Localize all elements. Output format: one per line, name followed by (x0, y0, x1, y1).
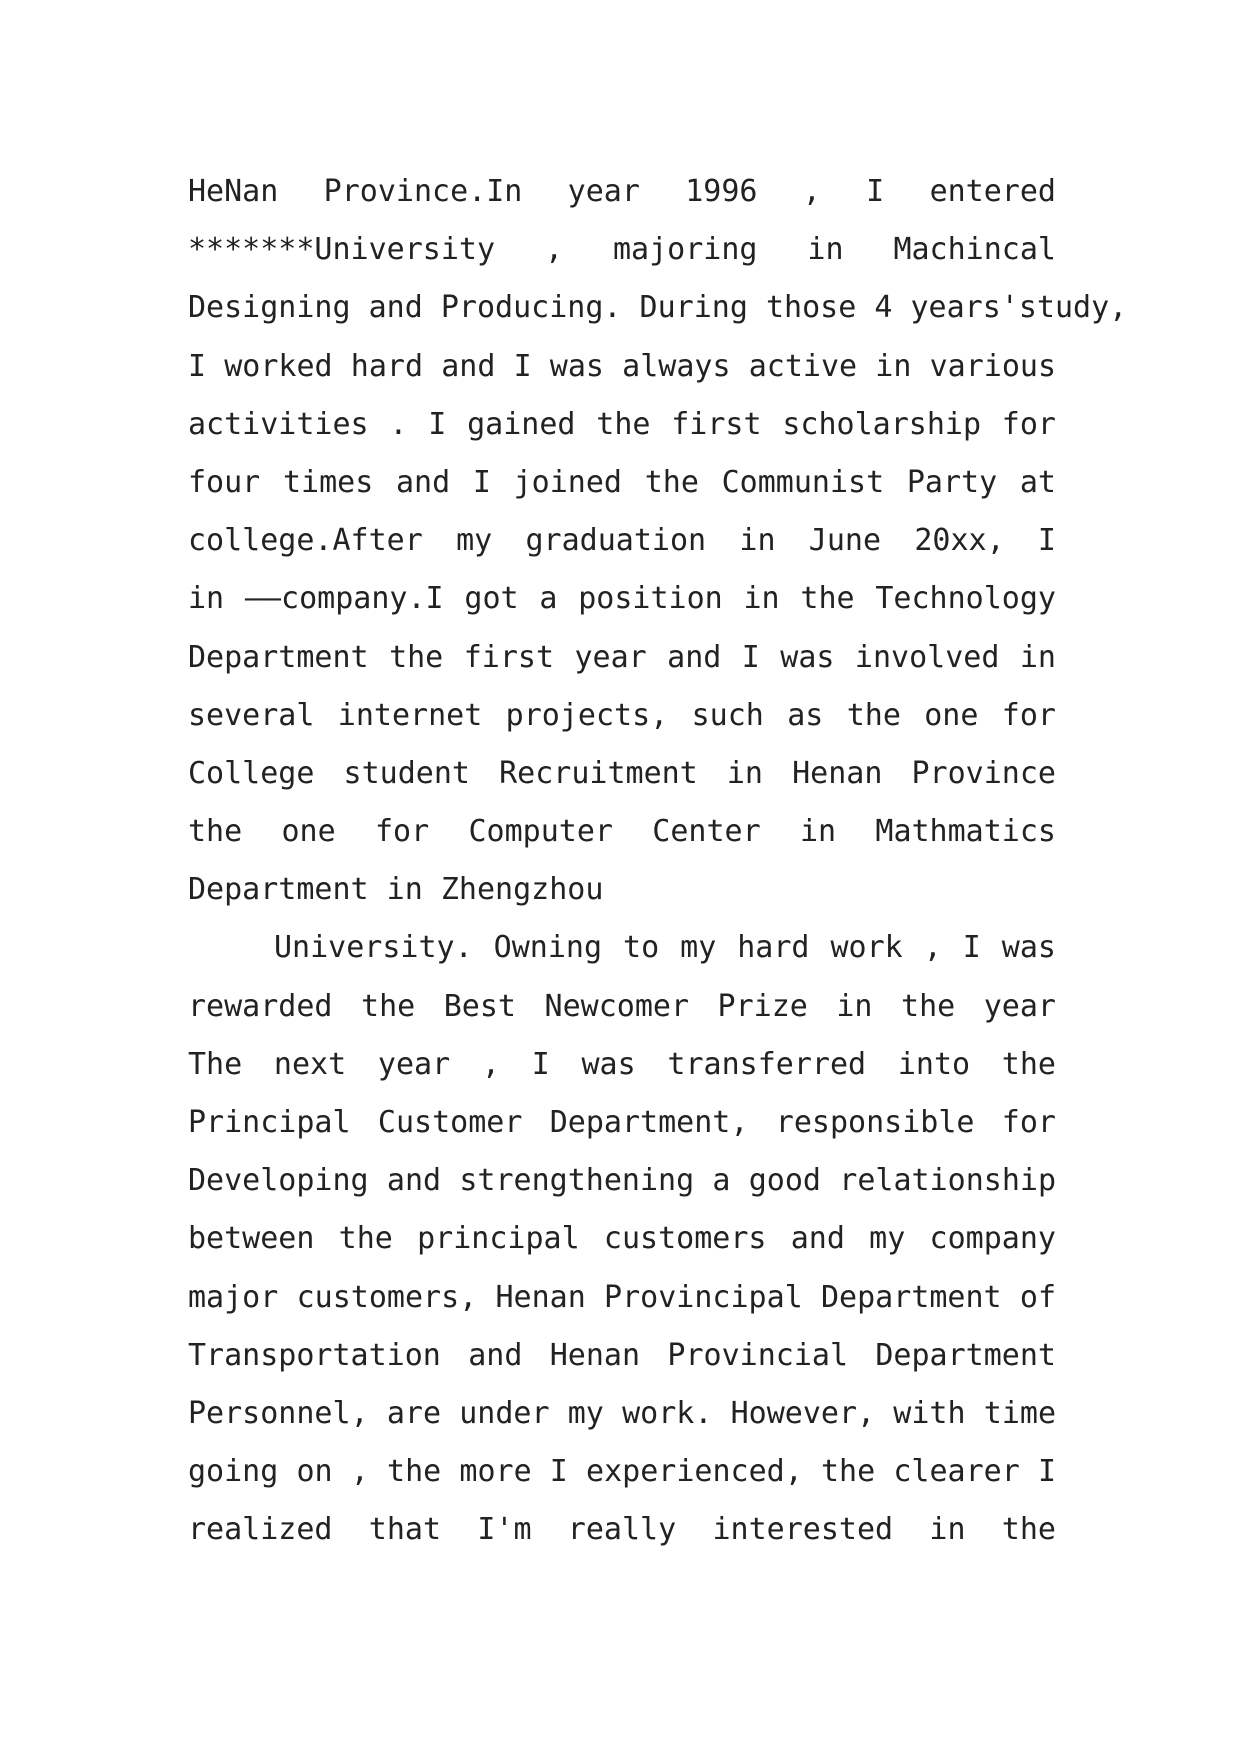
text-line: Department the first year and I was involved in (188, 639, 1056, 675)
text-line: *******University , majoring in Machincal (188, 232, 1056, 268)
text-line: several internet projects, such as the one for (188, 697, 1056, 733)
body-text (188, 163, 1128, 1560)
text-line: I worked hard and I was always active in various (188, 348, 1056, 384)
text-line: four times and I joined the Communist Party at (188, 464, 1056, 500)
text-line: College student Recruitment in Henan Province (188, 755, 1056, 791)
text-line: college.After my graduation in June 20xx, I (188, 523, 1056, 559)
text-line: realized that I'm really interested in the (188, 1512, 1056, 1548)
text-line: major customers, Henan Provincipal Department of (188, 1279, 1056, 1315)
text-line: rewarded the Best Newcomer Prize in the year (188, 988, 1056, 1024)
text-line: Principal Customer Department, responsible for (188, 1105, 1056, 1140)
text-line: Developing and strengthening a good relationship (188, 1163, 1056, 1199)
text-line: Designing and Producing. During those 4 years'study, (188, 290, 1128, 326)
text-line: going on , the more I experienced, the clearer I (188, 1454, 1056, 1490)
text-line: between the principal customers and my company (188, 1221, 1056, 1257)
text-line: The next year , I was transferred into the (188, 1046, 1056, 1082)
text-line: Transportation and Henan Provincial Department (188, 1337, 1056, 1373)
text-line: activities . I gained the first scholarship for (188, 406, 1056, 442)
text-line: in ——company.I got a position in the Technology (188, 581, 1056, 617)
text-line: HeNan Province.In year 1996 , I entered (188, 174, 1056, 209)
text-line: Personnel, are under my work. However, with time (188, 1395, 1056, 1431)
text-line: University. Owning to my hard work , I was (274, 930, 1056, 966)
text-line: the one for Computer Center in Mathmatics (188, 814, 1056, 850)
text-line: Department in Zhengzhou (188, 872, 604, 908)
